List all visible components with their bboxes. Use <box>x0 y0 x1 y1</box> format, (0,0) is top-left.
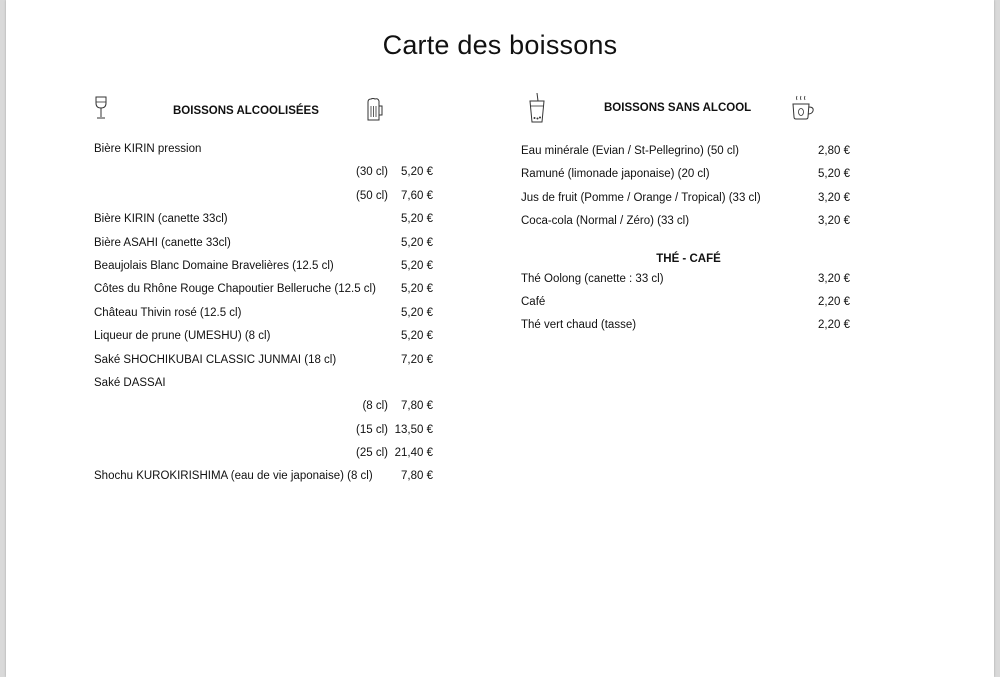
item-size: (15 cl) <box>356 423 388 436</box>
item-size: (50 cl) <box>356 189 388 202</box>
item-name: Thé Oolong (canette : 33 cl) <box>521 272 664 285</box>
menu-item-row <box>94 419 439 442</box>
item-price: 5,20 € <box>401 306 433 319</box>
item-name: Liqueur de prune (UMESHU) (8 cl) <box>94 330 271 343</box>
section-header <box>94 95 439 135</box>
item-name: Café <box>521 295 546 308</box>
item-name: Beaujolais Blanc Domaine Bravelières (12.5 cl) <box>94 259 334 272</box>
item-price: 2,80 € <box>818 145 850 157</box>
item-price: 2,20 € <box>818 295 850 308</box>
item-name: Côtes du Rhône Rouge Chapoutier Belleruche (12.5 cl) <box>94 283 376 296</box>
menu-item-row <box>94 161 439 184</box>
menu-item-row <box>94 302 439 325</box>
menu-item-row <box>94 232 439 255</box>
item-name: Shochu KUROKIRISHIMA (eau de vie japonaise) (8 cl) <box>94 470 373 483</box>
menu-item-row <box>521 291 856 314</box>
item-price: 7,20 € <box>401 353 433 366</box>
item-name: Bière KIRIN (canette 33cl) <box>94 213 228 226</box>
item-name: Bière KIRIN pression <box>94 143 202 155</box>
menu-item-row <box>94 349 439 372</box>
menu-item-row <box>94 442 439 465</box>
wine-glass-icon <box>94 96 108 120</box>
menu-item-row <box>521 140 856 163</box>
item-size: (25 cl) <box>356 447 388 460</box>
tea-coffee-heading: THÉ - CAFÉ <box>656 252 721 265</box>
menu-item-row <box>521 163 856 186</box>
item-price: 5,20 € <box>401 283 433 296</box>
item-name: Ramuné (limonade japonaise) (20 cl) <box>521 168 710 181</box>
menu-item-row <box>94 208 439 231</box>
item-name: Thé vert chaud (tasse) <box>521 319 637 332</box>
item-price: 7,80 € <box>401 400 433 413</box>
beer-mug-icon <box>366 98 384 122</box>
coffee-cup-icon <box>791 95 817 121</box>
menu-item-row <box>94 185 439 208</box>
item-price: 21,40 € <box>394 447 433 460</box>
menu-item-row <box>94 255 439 278</box>
item-price: 7,60 € <box>401 189 433 202</box>
item-price: 2,20 € <box>818 319 850 332</box>
menu-item-row <box>94 465 439 488</box>
item-price: 3,20 € <box>818 191 850 204</box>
non-alcoholic-drinks-section <box>521 93 856 338</box>
item-price: 5,20 € <box>401 166 433 179</box>
menu-item-row <box>94 278 439 301</box>
item-name: Coca-cola (Normal / Zéro) (33 cl) <box>521 215 690 228</box>
item-price: 13,50 € <box>394 423 433 436</box>
item-price: 3,20 € <box>818 272 850 285</box>
item-name: Eau minérale (Evian / St-Pellegrino) (50 cl) <box>521 145 739 157</box>
menu-item-row <box>94 138 439 161</box>
item-price: 5,20 € <box>401 236 433 249</box>
menu-item-row <box>521 187 856 210</box>
item-price: 5,20 € <box>401 213 433 226</box>
item-price: 3,20 € <box>818 215 850 228</box>
item-name: Bière ASAHI (canette 33cl) <box>94 236 231 249</box>
alcoholic-drinks-list <box>94 138 439 489</box>
menu-item-row <box>521 210 856 233</box>
item-size: (30 cl) <box>356 166 388 179</box>
menu-item-row <box>94 325 439 348</box>
alcoholic-drinks-section <box>94 95 439 489</box>
item-price: 5,20 € <box>401 330 433 343</box>
item-name: Saké DASSAI <box>94 376 166 389</box>
bubble-tea-icon <box>528 93 546 123</box>
section-heading: BOISSONS ALCOOLISÉES <box>173 105 319 117</box>
item-price: 5,20 € <box>401 259 433 272</box>
page-title: Carte des boissons <box>382 30 618 60</box>
non-alcoholic-drinks-list <box>521 140 856 234</box>
item-name: Jus de fruit (Pomme / Orange / Tropical) (33 cl) <box>521 191 761 204</box>
item-price: 7,80 € <box>401 470 433 483</box>
tea-coffee-list <box>521 268 856 338</box>
menu-item-row <box>94 395 439 418</box>
menu-item-row <box>521 268 856 291</box>
section-heading: BOISSONS SANS ALCOOL <box>604 102 752 114</box>
section-header <box>521 93 856 133</box>
item-price: 5,20 € <box>818 168 850 181</box>
item-name: Saké SHOCHIKUBAI CLASSIC JUNMAI (18 cl) <box>94 353 337 366</box>
item-name: Château Thivin rosé (12.5 cl) <box>94 306 242 319</box>
item-size: (8 cl) <box>362 400 388 413</box>
menu-item-row <box>521 314 856 337</box>
menu-item-row <box>94 372 439 395</box>
